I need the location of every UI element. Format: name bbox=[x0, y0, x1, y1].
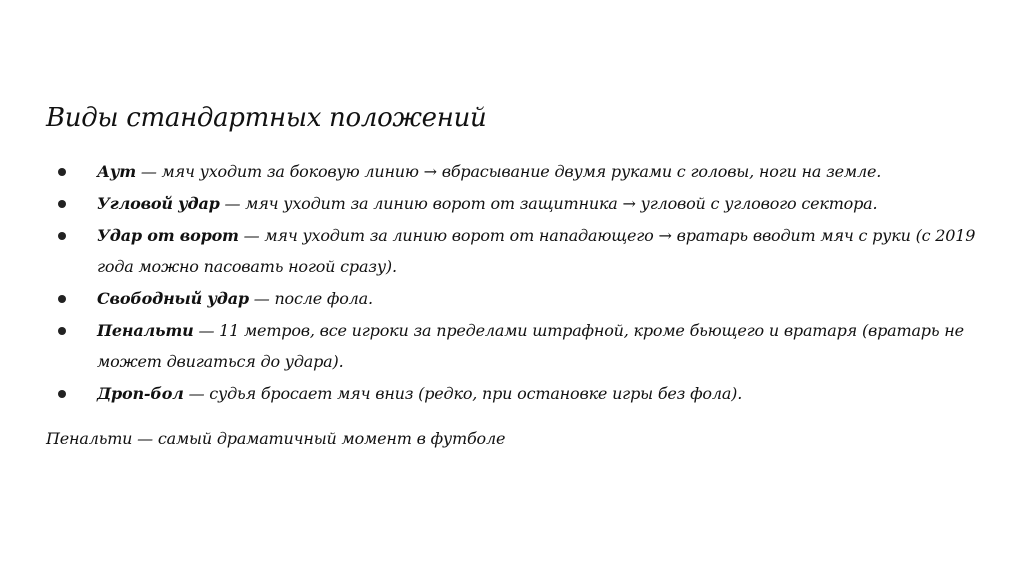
item-description: — после фола. bbox=[248, 289, 373, 308]
item-description: — 11 метров, все игроки за пределами штрафной, кроме бьющего и вратаря (вратарь не может двигаться до удара). bbox=[97, 321, 964, 371]
bullet-list bbox=[58, 156, 988, 410]
list-item bbox=[58, 156, 988, 187]
item-description: — судья бросает мяч вниз (редко, при остановке игры без фола). bbox=[183, 384, 743, 403]
bullet-dot-icon bbox=[58, 390, 66, 398]
bullet-dot-icon bbox=[58, 232, 66, 240]
item-term: Удар от ворот bbox=[97, 226, 239, 245]
bullet-dot-icon bbox=[58, 327, 66, 335]
item-description: — мяч уходит за боковую линию → вбрасывание двумя руками с головы, ноги на земле. bbox=[135, 162, 882, 181]
list-item bbox=[58, 315, 988, 377]
slide-title: Виды стандартных положений bbox=[46, 103, 487, 134]
footer-note: Пенальти — самый драматичный момент в футболе bbox=[46, 429, 506, 448]
item-description: — мяч уходит за линию ворот от защитника → угловой с углового сектора. bbox=[219, 194, 878, 213]
item-term: Свободный удар bbox=[97, 289, 249, 308]
list-item bbox=[58, 283, 988, 314]
item-term: Пенальти bbox=[97, 321, 194, 340]
list-item bbox=[58, 378, 988, 409]
item-description: — мяч уходит за линию ворот от нападающего → вратарь вводит мяч с руки (с 2019 года можно пасовать ногой сразу). bbox=[97, 226, 976, 276]
list-item bbox=[58, 188, 988, 219]
item-term: Аут bbox=[97, 162, 136, 181]
list-item bbox=[58, 220, 988, 282]
item-term: Угловой удар bbox=[97, 194, 220, 213]
bullet-dot-icon bbox=[58, 200, 66, 208]
bullet-dot-icon bbox=[58, 295, 66, 303]
item-term: Дроп-бол bbox=[97, 384, 184, 403]
bullet-dot-icon bbox=[58, 168, 66, 176]
